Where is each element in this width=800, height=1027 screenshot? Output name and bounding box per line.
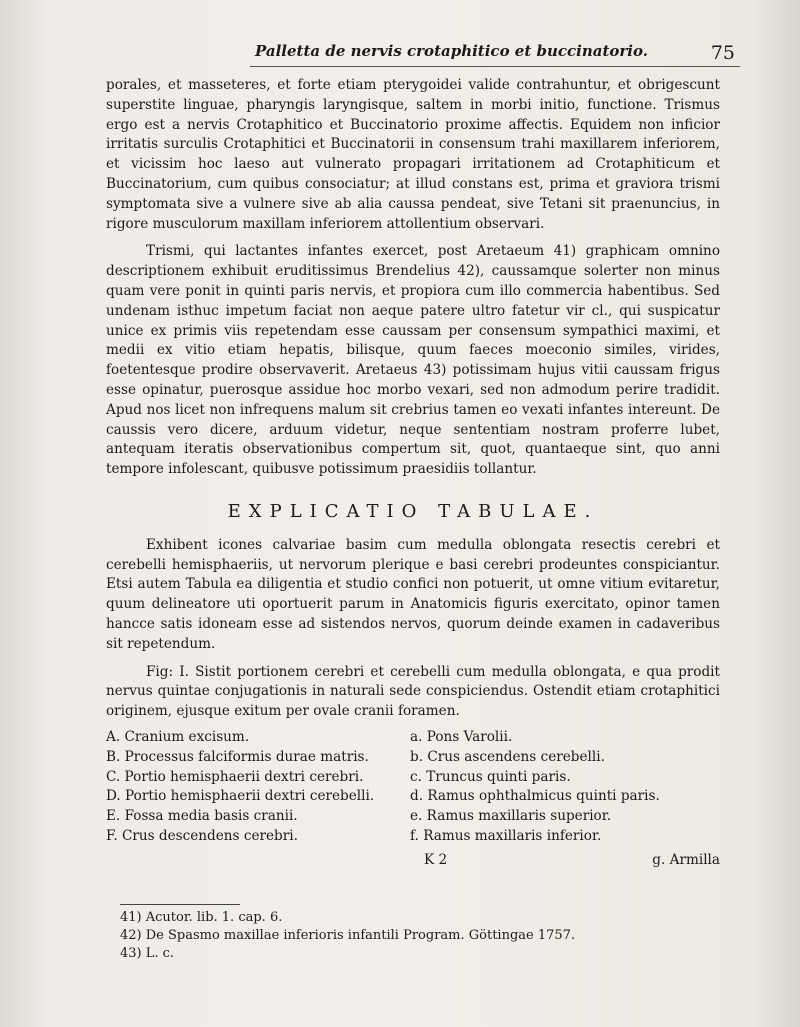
legend-item: C. Portio hemisphaerii dextri cerebri.	[106, 768, 364, 785]
footnote-43: 43) L. c.	[120, 946, 175, 961]
legend-item: a. Pons Varolii.	[410, 728, 513, 745]
paragraph-1: porales, et masseteres, et forte etiam pterygoidei valide contrahuntur, et obrigescunt superstite linguae, pharyngis laryngisque, saltem in morbi initio, functione. Trismus ergo est a nervis Crotaphitico et Buccinatorio proxime affectis. Equidem non inficior irritatis surculis Crotaphitici et Buccinatorii in consensum trahi maxillarem inferiorem, et vicissim hoc laeso aut vulnerato propagari irritationem ad Crotaphiticum et Buccinatorium, cum quibus consociatur; at illud constans est, prima et graviora trismi symptomata sive a vulnere sive ab alia caussa pendeat, sive Tetani sit praenuncius, in rigore musculorum maxillam inferiorem attollentium observari.	[106, 77, 720, 232]
legend-item: b. Crus ascendens cerebelli.	[410, 748, 605, 765]
legend-item: f. Ramus maxillaris inferior.	[410, 827, 602, 844]
legend-item: A. Cranium excisum.	[106, 728, 250, 745]
legend-item: e. Ramus maxillaris superior.	[410, 808, 612, 825]
header-rule	[250, 66, 740, 67]
legend-item: c. Truncus quinti paris.	[410, 768, 571, 785]
section-title: EXPLICATIO TABULAE.	[227, 500, 599, 522]
paragraph-2: Trismi, qui lactantes infantes exercet, post Aretaeum 41) graphicam omnino descriptionem exhibuit eruditissimus Brendelius 42), caussamque solerter non minus quam vere ponit in quinti paris nervis, et propiora cum illo commercia habentibus. Sed undenam isthuc impetum faciat non aeque patere ultro fatetur vir cl., qui suspicatur unice ex primis viis repetendam esse caussam per consensum sympathici maximi, et medii ex vitio etiam hepatis, bilisque, quum faeces moeconio similes, virides, foetentesque prodire observaverit. Aretaeus 43) potissimam hujus vitii caussam frigus esse opinatur, puerosque assidue hoc morbo vexari, sed non admodum perire tradidit. Apud nos licet non infrequens malum sit crebrius tamen eo vexati infantes intereunt. De caussis vero dicere, arduum videtur, neque sententiam nostram proferre lubet, antequam iteratis observationibus compertum sit, quot, quantaeque sint, quo anni tempore infolescant, quibusve potissimum praesidiis tollantur.	[106, 243, 720, 478]
legend-item: D. Portio hemisphaerii dextri cerebelli.	[106, 788, 375, 805]
signature-mark: K 2	[424, 851, 448, 868]
running-title: Palletta de nervis crotaphitico et buccinatorio.	[255, 42, 648, 60]
catchword: g. Armilla	[652, 851, 720, 868]
explicatio-paragraph: Exhibent icones calvariae basim cum medulla oblongata resectis cerebri et cerebelli hemisphaeriis, ut nervorum plerique e basi cerebri prodeuntes conspiciantur. Etsi autem Tabula ea diligentia et studio confici non potuerit, ut omne vitium evitaretur, quum delineatore uti oportuerit parum in Anatomicis figuris exercitato, opinor tamen hancce satis idoneam esse ad sistendos nervos, quorum deinde examen in cadaveribus sit repetendum.	[106, 536, 720, 652]
footnotes	[120, 904, 680, 963]
figure-paragraph: Fig: I. Sistit portionem cerebri et cerebelli cum medulla oblongata, e qua prodit nervus quintae conjugationis in naturali sede conspiciendus. Ostendit etiam crotaphitici originem, ejusque exitum per ovale cranii foramen.	[106, 663, 720, 720]
footnote-41: 41) Acutor. lib. 1. cap. 6.	[120, 910, 283, 925]
legend-left-column	[106, 728, 406, 847]
legend-right-column	[410, 728, 720, 847]
footnote-rule	[120, 904, 240, 905]
body-text	[106, 76, 720, 873]
legend-item: F. Crus descendens cerebri.	[106, 827, 298, 844]
figure-legend	[106, 728, 720, 847]
legend-item: d. Ramus ophthalmicus quinti paris.	[410, 788, 660, 805]
signature-line	[106, 851, 720, 873]
footnote-42: 42) De Spasmo maxillae inferioris infantili Program. Göttingae 1757.	[120, 928, 576, 943]
page-number: 75	[710, 42, 735, 64]
running-header	[255, 42, 735, 64]
legend-item: E. Fossa media basis cranii.	[106, 808, 298, 825]
legend-item: B. Processus falciformis durae matris.	[106, 748, 369, 765]
